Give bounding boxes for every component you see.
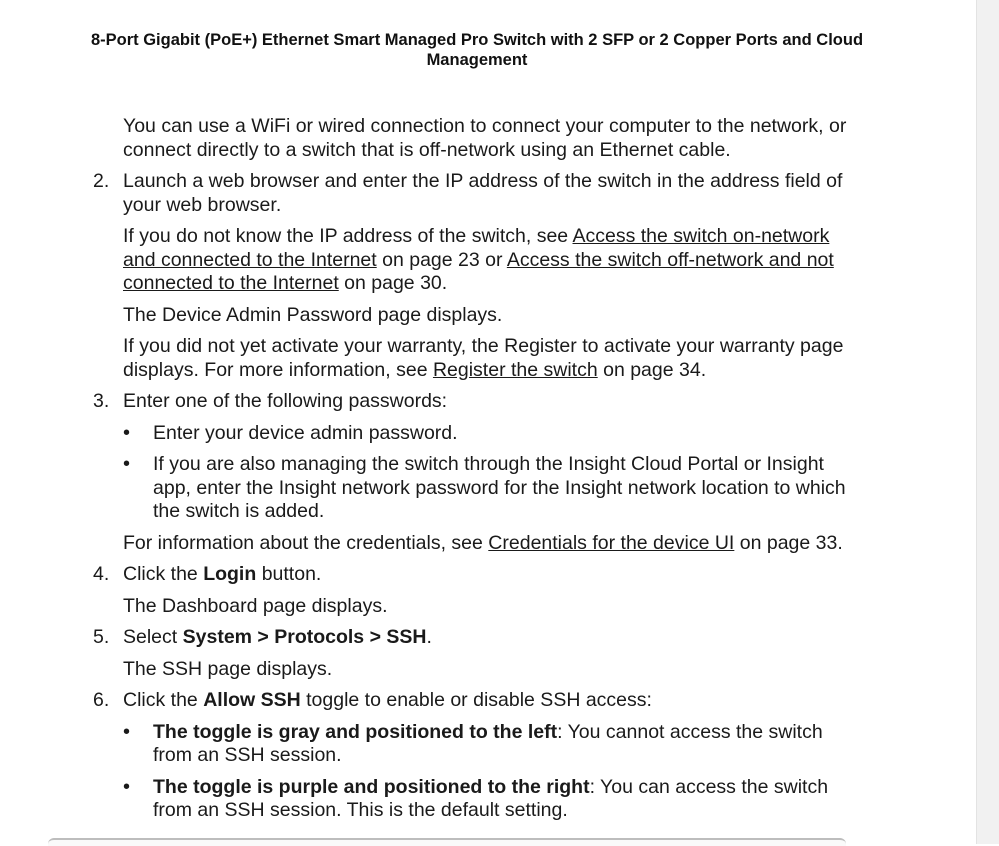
bullet-text: Enter your device admin password. xyxy=(153,421,458,444)
step-number: 3. xyxy=(93,390,110,412)
paragraph-warranty xyxy=(0,335,977,382)
ui-path-label: System > Protocols > SSH xyxy=(182,626,427,648)
text-fragment: . xyxy=(426,626,432,648)
paragraph-dashboard: The Dashboard page displays. xyxy=(123,594,388,617)
list-item-step-3 xyxy=(0,390,977,414)
bullet-bold-text: The toggle is purple and positioned to the right xyxy=(153,775,590,798)
text-fragment: on page 34. xyxy=(597,358,707,381)
list-item-step-6 xyxy=(0,689,977,713)
text-fragment: on page 23 or xyxy=(376,248,507,271)
list-item-step-5 xyxy=(0,626,977,650)
bullet-item xyxy=(0,453,977,524)
link-access-on-network[interactable]: Access the switch on-network and connected to the Internet xyxy=(123,225,830,271)
step-number: 2. xyxy=(93,170,110,192)
text-fragment: Click the xyxy=(123,689,204,711)
text-fragment: If you do not know the IP address of the switch, see xyxy=(123,225,573,247)
vertical-scrollbar[interactable] xyxy=(976,0,999,844)
bullet-item xyxy=(0,422,977,446)
text-fragment: Select xyxy=(123,626,183,648)
paragraph-wifi: You can use a WiFi or wired connection to connect your computer to the network, or connect directly to a switch that is off-network using an Ethernet cable. xyxy=(123,115,847,161)
paragraph-ip-address xyxy=(0,225,977,296)
step-text: Launch a web browser and enter the IP address of the switch in the address field of your web browser. xyxy=(123,170,843,216)
bullet-text: : You can access the switch from an SSH session. This is the default setting. xyxy=(153,775,829,821)
bullet-icon: • xyxy=(123,421,131,444)
bullet-item xyxy=(0,721,977,768)
list-item-step-2 xyxy=(0,170,977,217)
list-item-step-4 xyxy=(0,563,977,587)
step-number: 6. xyxy=(93,689,110,711)
bullet-bold-text: The toggle is gray and positioned to the left xyxy=(153,720,558,743)
bullet-text: If you are also managing the switch through the Insight Cloud Portal or Insight app, enter the Insight network password for the Insight network location to which the switch is added. xyxy=(153,453,846,522)
text-fragment: For information about the credentials, see xyxy=(123,531,489,554)
link-access-off-network[interactable]: Access the switch off-network and not connected to the Internet xyxy=(123,248,834,294)
step-number: 5. xyxy=(93,626,110,648)
page-bottom-edge xyxy=(48,838,846,846)
header-title-line2: Management xyxy=(426,51,528,69)
text-fragment: If you did not yet activate your warranty, the Register to activate your warranty page displays. For more information, see xyxy=(123,335,844,381)
bullet-item xyxy=(0,776,977,823)
step-number: 4. xyxy=(93,563,110,585)
text-fragment: Click the xyxy=(123,563,204,585)
ui-label-login: Login xyxy=(203,563,257,585)
bullet-icon: • xyxy=(123,453,131,475)
bullet-text: : You cannot access the switch from an SSH session. xyxy=(153,720,823,766)
text-fragment: on page 33. xyxy=(734,531,843,554)
text-fragment: button. xyxy=(256,563,322,585)
document-header xyxy=(80,30,874,70)
paragraph-ssh-page: The SSH page displays. xyxy=(123,657,333,680)
document-body xyxy=(0,115,977,823)
bullet-icon: • xyxy=(123,775,131,798)
link-credentials[interactable]: Credentials for the device UI xyxy=(488,531,735,554)
text-fragment: toggle to enable or disable SSH access: xyxy=(300,689,652,711)
link-register-switch[interactable]: Register the switch xyxy=(432,358,598,381)
text-fragment: on page 30. xyxy=(338,272,448,294)
paragraph-credentials xyxy=(0,532,977,556)
bullet-icon: • xyxy=(123,720,131,743)
header-title-line1: 8-Port Gigabit (PoE+) Ethernet Smart Managed Pro Switch with 2 SFP or 2 Copper Ports and Cloud xyxy=(90,31,864,49)
ui-label-allow-ssh: Allow SSH xyxy=(203,689,301,711)
paragraph-admin-password: The Device Admin Password page displays. xyxy=(123,303,503,326)
step-text: Enter one of the following passwords: xyxy=(123,390,448,412)
